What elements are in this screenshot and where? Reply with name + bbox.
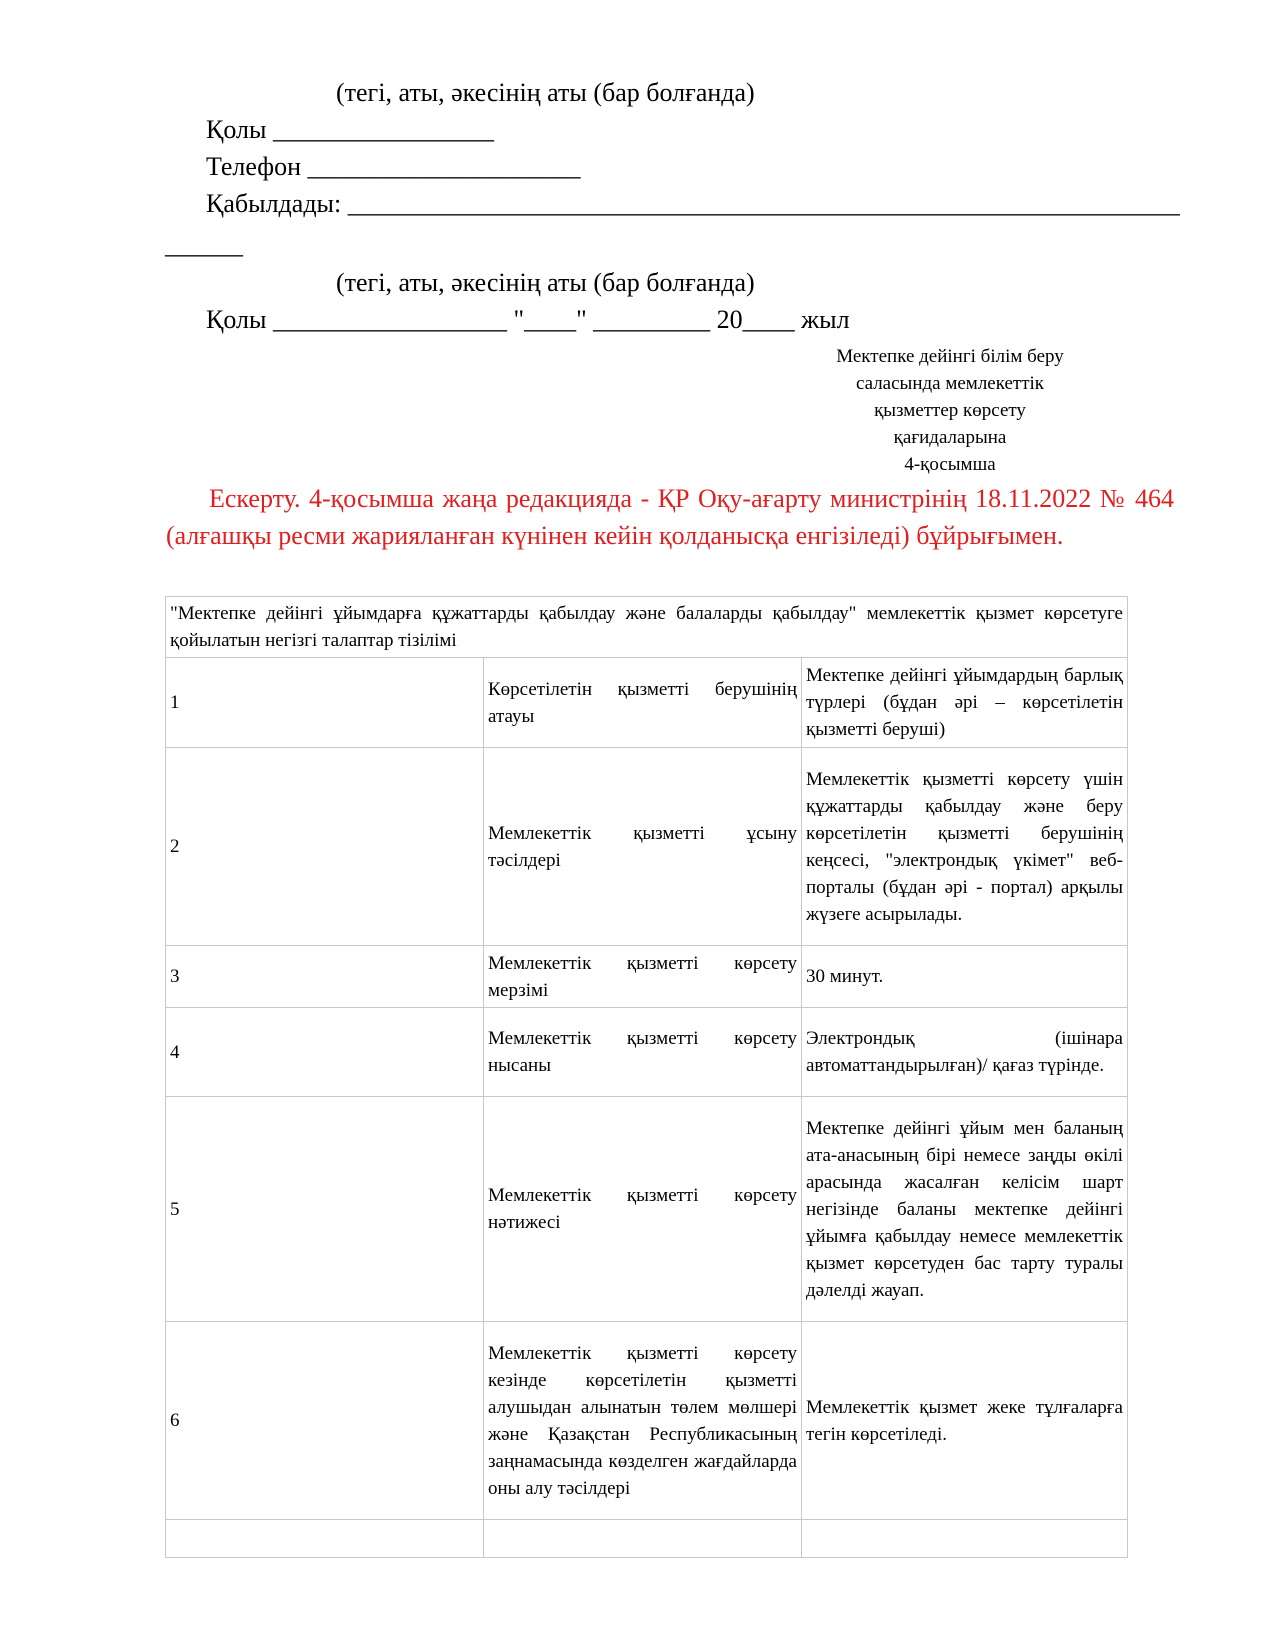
amendment-warning-text: Ескерту. 4-қосымша жаңа редакцияда - ҚР Оқу-ағарту министрінің 18.11.2022 № 464 (алғашқы ресми жарияланған күнінен кейін қолданысқа енгізіледі) бұйрығымен. xyxy=(166,484,1174,550)
row-number: 2 xyxy=(166,748,484,946)
requirement-name: Мемлекеттік қызметті ұсыну тәсілдері xyxy=(484,748,802,946)
signature-blank: _________________ xyxy=(272,115,494,144)
row-number xyxy=(166,1520,484,1558)
requirement-name xyxy=(484,1520,802,1558)
requirement-name: Мемлекеттік қызметті көрсету нәтижесі xyxy=(484,1097,802,1322)
received-label: Қабылдады: xyxy=(206,189,342,218)
appendix-note-line: саласында мемлекеттік xyxy=(855,373,1045,394)
appendix-note-line: 4-қосымша xyxy=(904,454,996,475)
table-row xyxy=(166,1008,1128,1097)
phone-blank: _____________________ xyxy=(307,152,581,181)
row-number: 1 xyxy=(166,658,484,748)
appendix-note xyxy=(800,343,1100,478)
signature-row-1 xyxy=(206,115,494,145)
requirement-value: Мемлекеттік қызмет жеке тұлғаларға тегін көрсетіледі. xyxy=(802,1322,1128,1520)
appendix-note-line: Мектепке дейінгі білім беру xyxy=(836,346,1064,367)
requirement-value: Мектепке дейінгі ұйым мен баланың ата-анасының бірі немесе заңды өкілі арасында жасалған келісім шарт негізінде баланы мектепке дейінгі ұйымға қабылдау немесе мемлекеттік қызмет көрсетуден бас тарту туралы дәлелді жауап. xyxy=(802,1097,1128,1322)
requirement-name: Көрсетілетін қызметті берушінің атауы xyxy=(484,658,802,748)
signature-date-line: __________________ "____" _________ 20____ жыл xyxy=(272,305,850,334)
signature-label: Қолы xyxy=(206,115,267,144)
phone-row xyxy=(206,152,581,182)
requirement-value: 30 минут. xyxy=(802,946,1128,1008)
table-row xyxy=(166,1097,1128,1322)
row-number: 4 xyxy=(166,1008,484,1097)
row-number: 3 xyxy=(166,946,484,1008)
received-blank-continued: ______ xyxy=(165,230,243,259)
table-caption: "Мектепке дейінгі ұйымдарға құжаттарды қабылдау және балаларды қабылдау" мемлекеттік қызмет көрсетуге қойылатын негізгі талаптар тізілімі xyxy=(166,597,1128,658)
requirement-name: Мемлекеттік қызметті көрсету нысаны xyxy=(484,1008,802,1097)
requirement-value: Мектепке дейінгі ұйымдардың барлық түрлері (бұдан әрі – көрсетілетін қызметті беруші) xyxy=(802,658,1128,748)
requirement-value: Электрондық (ішінара автоматтандырылған)/ қағаз түрінде. xyxy=(802,1008,1128,1097)
appendix-note-line: қағидаларына xyxy=(893,427,1007,448)
requirements-table xyxy=(165,596,1128,1558)
requirement-value xyxy=(802,1520,1128,1558)
table-row xyxy=(166,1322,1128,1520)
signature-label: Қолы xyxy=(206,305,267,334)
name-hint-2: (тегі, аты, әкесінің аты (бар болғанда) xyxy=(336,268,755,297)
signature-row-2 xyxy=(206,305,850,335)
requirement-value: Мемлекеттік қызметті көрсету үшін құжаттарды қабылдау және беру көрсетілетін қызметті берушінің кеңсесі, "электрондық үкімет" веб-порталы (бұдан әрі - портал) арқылы жүзеге асырылады. xyxy=(802,748,1128,946)
table-row xyxy=(166,946,1128,1008)
received-row xyxy=(206,189,1180,219)
row-number: 6 xyxy=(166,1322,484,1520)
requirement-name: Мемлекеттік қызметті көрсету кезінде көрсетілетін қызметті алушыдан алынатын төлем мөлшері және Қазақстан Республикасының заңнамасында көзделген жағдайларда оны алу тәсілдері xyxy=(484,1322,802,1520)
table-row xyxy=(166,658,1128,748)
appendix-note-line: қызметтер көрсету xyxy=(874,400,1026,421)
received-blank: ________________________________________________________________ xyxy=(347,189,1180,218)
requirement-name: Мемлекеттік қызметті көрсету мерзімі xyxy=(484,946,802,1008)
table-row xyxy=(166,1520,1128,1558)
table-row xyxy=(166,748,1128,946)
table-caption-row xyxy=(166,597,1128,658)
row-number: 5 xyxy=(166,1097,484,1322)
phone-label: Телефон xyxy=(206,152,302,181)
name-hint-1: (тегі, аты, әкесінің аты (бар болғанда) xyxy=(336,78,755,107)
amendment-warning xyxy=(166,480,1174,554)
